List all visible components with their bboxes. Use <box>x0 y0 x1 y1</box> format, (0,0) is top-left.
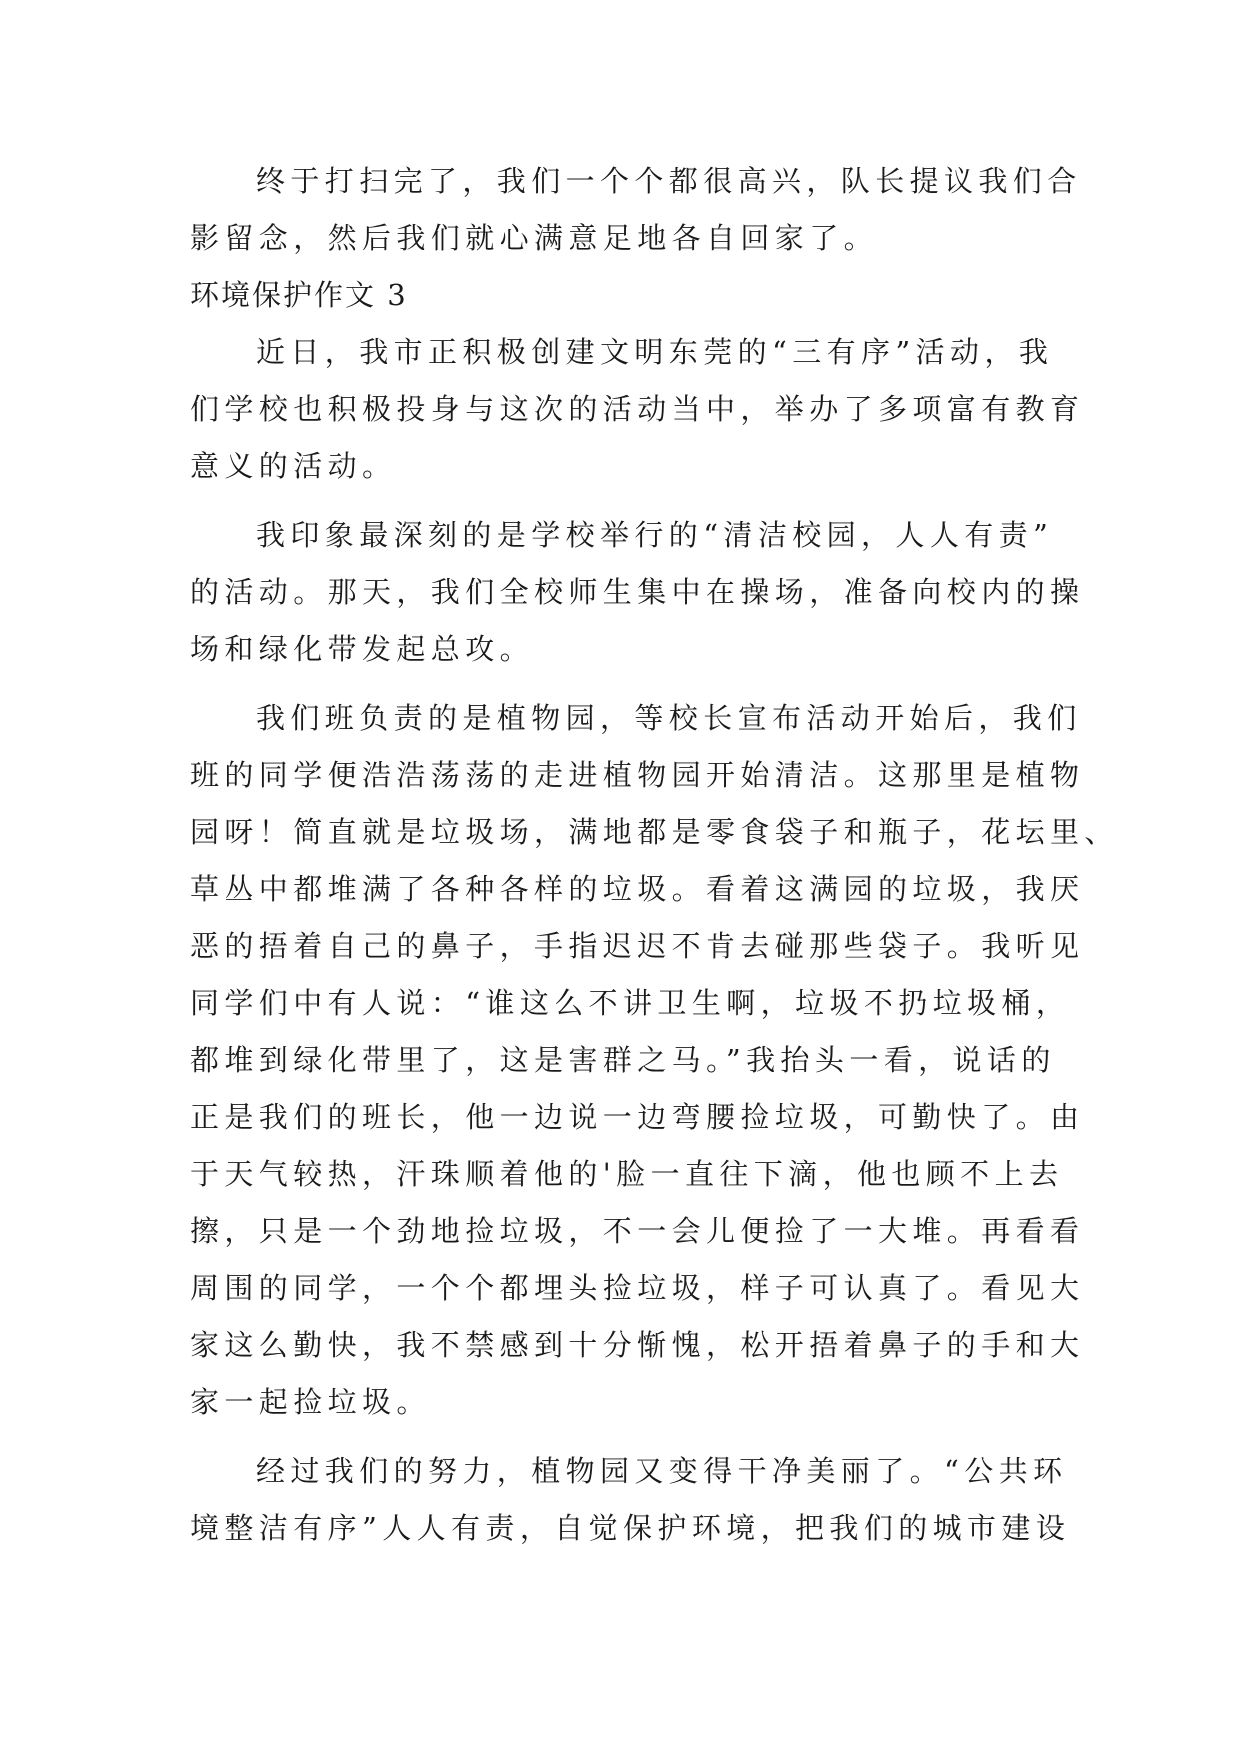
paragraph-line: 家一起捡垃圾。 <box>190 1385 431 1419</box>
paragraph-line: 的活动。那天，我们全校师生集中在操场，准备向校内的操 <box>190 575 1085 609</box>
paragraph-line: 恶的捂着自己的鼻子，手指迟迟不肯去碰那些袋子。我听见 <box>190 929 1085 963</box>
paragraph-line: 都堆到绿化带里了，这是害群之马。”我抬头一看，说话的 <box>190 1043 1056 1077</box>
paragraph-line: 意义的活动。 <box>190 449 397 483</box>
document-body <box>190 153 1119 1557</box>
paragraph-line: 于天气较热，汗珠顺着他的'脸一直往下滴，他也顾不上去 <box>190 1157 1064 1191</box>
paragraph-line: 终于打扫完了，我们一个个都很高兴，队长提议我们合 <box>256 164 1082 198</box>
paragraph-line: 们学校也积极投身与这次的活动当中，举办了多项富有教育 <box>190 392 1085 426</box>
paragraph-line: 擦，只是一个劲地捡垃圾，不一会儿便捡了一大堆。再看看 <box>190 1214 1085 1248</box>
paragraph-line: 境整洁有序”人人有责，自觉保护环境，把我们的城市建设 <box>190 1511 1071 1545</box>
paragraph-5 <box>190 1443 1071 1557</box>
paragraph-line: 同学们中有人说：“谁这么不讲卫生啊，垃圾不扔垃圾桶， <box>190 986 1071 1020</box>
paragraph-line: 近日，我市正积极创建文明东莞的“三有序”活动，我 <box>256 335 1054 369</box>
paragraph-4 <box>190 690 1119 1431</box>
paragraph-line: 影留念，然后我们就心满意足地各自回家了。 <box>190 221 879 255</box>
paragraph-2 <box>190 324 1085 495</box>
paragraph-line: 场和绿化带发起总攻。 <box>190 632 535 666</box>
section-heading: 环境保护作文 3 <box>190 278 408 312</box>
paragraph-line: 周围的同学，一个个都埋头捡垃圾，样子可认真了。看见大 <box>190 1271 1085 1305</box>
paragraph-line: 我们班负责的是植物园，等校长宣布活动开始后，我们 <box>256 701 1082 735</box>
paragraph-line: 家这么勤快，我不禁感到十分惭愧，松开捂着鼻子的手和大 <box>190 1328 1085 1362</box>
paragraph-line: 经过我们的努力，植物园又变得干净美丽了。“公共环 <box>256 1454 1068 1488</box>
paragraph-1 <box>190 153 1082 267</box>
paragraph-3 <box>190 507 1085 678</box>
paragraph-line: 草丛中都堆满了各种各样的垃圾。看着这满园的垃圾，我厌 <box>190 872 1085 906</box>
paragraph-line: 园呀！简直就是垃圾场，满地都是零食袋子和瓶子，花坛里、 <box>190 815 1119 849</box>
paragraph-line: 我印象最深刻的是学校举行的“清洁校园，人人有责” <box>256 518 1054 552</box>
paragraph-line: 正是我们的班长，他一边说一边弯腰捡垃圾，可勤快了。由 <box>190 1100 1085 1134</box>
paragraph-line: 班的同学便浩浩荡荡的走进植物园开始清洁。这那里是植物 <box>190 758 1085 792</box>
